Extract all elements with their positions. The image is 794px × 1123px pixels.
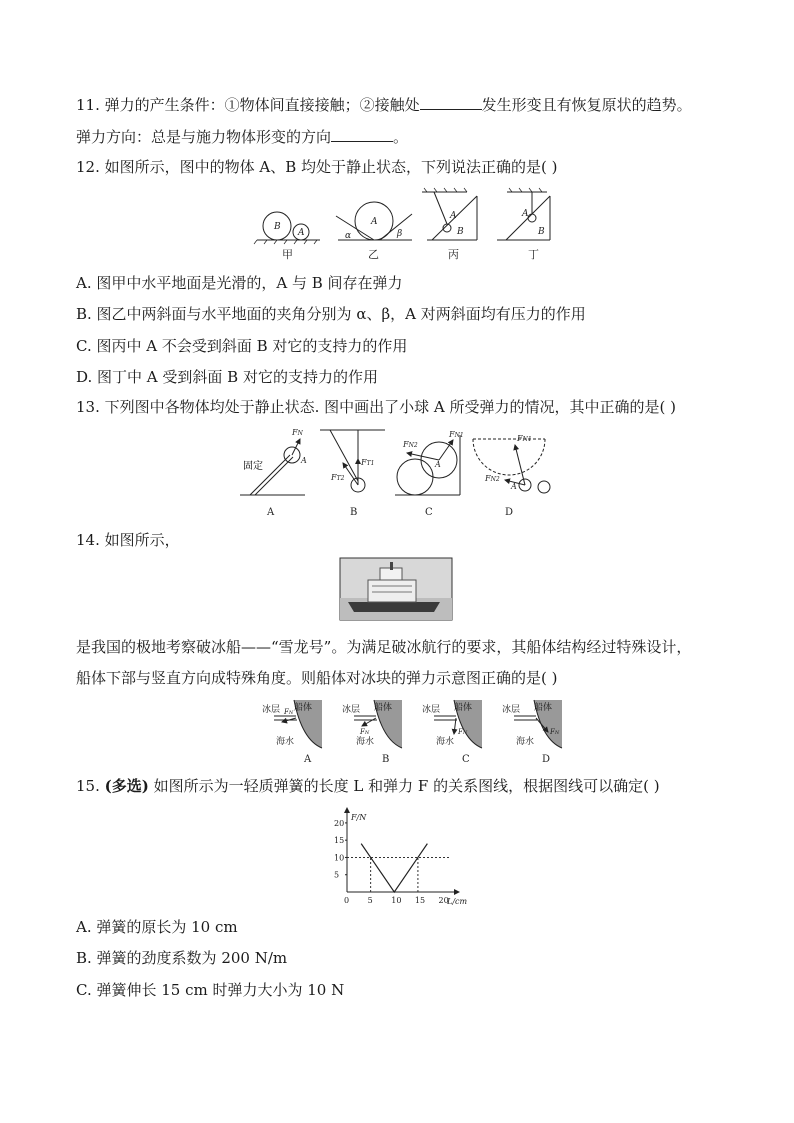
svg-text:A: A xyxy=(522,209,529,219)
q12-label-bing: 丙 xyxy=(448,248,459,261)
q12-label-jia: 甲 xyxy=(282,248,293,261)
svg-text:B: B xyxy=(274,222,281,232)
q13-label-d: D xyxy=(505,507,514,518)
svg-text:船体: 船体 xyxy=(294,703,313,713)
svg-text:A: A xyxy=(371,217,378,227)
q13-fixed-label: 固定 xyxy=(243,461,263,472)
svg-text:FN: FN xyxy=(292,428,303,437)
q13-stem: 13. 下列图中各物体均处于静止状态. 图中画出了小球 A 所受弹力的情况，其中正确的是( ) xyxy=(76,398,677,416)
q12-label-ding: 丁 xyxy=(528,248,539,261)
x-tick-label: 5 xyxy=(367,896,373,905)
q14-stem: 14. 如图所示， xyxy=(76,531,180,549)
svg-text:A: A xyxy=(301,456,307,465)
q14-label-a: A xyxy=(304,754,312,765)
q13-label-c: C xyxy=(425,507,433,518)
q15-option-a: A. 弹簧的原长为 10 cm xyxy=(76,918,238,936)
svg-text:冰层: 冰层 xyxy=(502,705,521,715)
svg-text:船体: 船体 xyxy=(534,703,553,713)
svg-text:船体: 船体 xyxy=(454,703,473,713)
svg-text:B: B xyxy=(457,227,464,237)
q14-figures xyxy=(232,700,572,765)
x-tick-label: 15 xyxy=(414,896,426,905)
svg-text:海水: 海水 xyxy=(276,737,295,747)
svg-text:A: A xyxy=(298,228,305,238)
q13-label-a: A xyxy=(267,507,275,518)
svg-text:β: β xyxy=(397,229,403,239)
q13-label-b: B xyxy=(350,507,358,518)
q14-label-d: D xyxy=(542,754,551,765)
svg-text:海水: 海水 xyxy=(356,737,375,747)
q14-label-c: C xyxy=(462,754,470,765)
q11-blank1 xyxy=(420,95,482,110)
y-tick-label: 10 xyxy=(334,853,345,863)
q12-figures xyxy=(252,186,552,264)
q12-stem: 12. 如图所示，图中的物体 A、B 均处于静止状态，下列说法正确的是( ) xyxy=(76,158,558,176)
q11-blank2 xyxy=(331,127,393,142)
svg-text:冰层: 冰层 xyxy=(262,705,281,715)
q11-line2: 弹力方向：总是与施力物体形变的方向 。 xyxy=(76,128,409,146)
svg-text:A: A xyxy=(511,482,517,491)
y-tick-label: 5 xyxy=(334,870,340,880)
svg-text:FN1: FN1 xyxy=(517,434,532,443)
y-axis-label: F/N xyxy=(351,813,367,822)
icebreaker-photo xyxy=(340,558,452,620)
svg-text:FN: FN xyxy=(458,728,468,736)
svg-text:α: α xyxy=(345,231,352,241)
svg-text:A: A xyxy=(435,460,441,469)
svg-text:船体: 船体 xyxy=(374,703,393,713)
y-tick-label: 15 xyxy=(334,836,345,846)
svg-text:FT2: FT2 xyxy=(331,473,345,482)
svg-text:FT1: FT1 xyxy=(361,458,375,467)
q14-label-b: B xyxy=(382,754,390,765)
svg-text:FN1: FN1 xyxy=(449,430,464,439)
q14-text2: 船体下部与竖直方向成特殊角度。则船体对冰块的弹力示意图正确的是( ) xyxy=(76,669,558,687)
q11-line1: 11. 弹力的产生条件：①物体间直接接触；②接触处 发生形变且有恢复原状的趋势。 xyxy=(76,96,692,114)
svg-text:B: B xyxy=(538,227,545,237)
x-tick-label: 20 xyxy=(438,896,449,905)
svg-text:FN: FN xyxy=(550,728,560,736)
svg-text:FN2: FN2 xyxy=(403,440,418,449)
x-tick-label: 0 xyxy=(344,896,350,905)
svg-text:海水: 海水 xyxy=(436,737,455,747)
y-tick-label: 20 xyxy=(334,818,345,828)
spring-chart xyxy=(325,808,468,908)
svg-text:A: A xyxy=(450,211,457,221)
q13-figures xyxy=(235,425,555,520)
svg-text:冰层: 冰层 xyxy=(422,705,441,715)
q12-option-b: B. 图乙中两斜面与水平地面的夹角分别为 α、β，A 对两斜面均有压力的作用 xyxy=(76,305,586,323)
svg-text:FN: FN xyxy=(284,708,294,716)
q12-option-d: D. 图丁中 A 受到斜面 B 对它的支持力的作用 xyxy=(76,368,378,386)
q15-option-b: B. 弹簧的劲度系数为 200 N/m xyxy=(76,949,288,967)
svg-text:FN: FN xyxy=(360,728,370,736)
q14-text1: 是我国的极地考察破冰船——“雪龙号”。为满足破冰航行的要求，其船体结构经过特殊设计， xyxy=(76,638,692,656)
svg-text:冰层: 冰层 xyxy=(342,705,361,715)
q15-option-c: C. 弹簧伸长 15 cm 时弹力大小为 10 N xyxy=(76,981,345,999)
q15-stem: 15. (多选) 如图所示为一轻质弹簧的长度 L 和弹力 F 的关系图线，根据图线可以确定( ) xyxy=(76,777,660,795)
svg-text:海水: 海水 xyxy=(516,737,535,747)
x-tick-label: 10 xyxy=(391,896,402,905)
q12-option-a: A. 图甲中水平地面是光滑的，A 与 B 间存在弹力 xyxy=(76,274,403,292)
x-axis-label: L/cm xyxy=(447,897,468,906)
q12-label-yi: 乙 xyxy=(368,248,379,261)
q12-option-c: C. 图丙中 A 不会受到斜面 B 对它的支持力的作用 xyxy=(76,337,408,355)
q15-multi-tag: (多选) xyxy=(104,777,149,795)
svg-text:FN2: FN2 xyxy=(485,474,500,483)
